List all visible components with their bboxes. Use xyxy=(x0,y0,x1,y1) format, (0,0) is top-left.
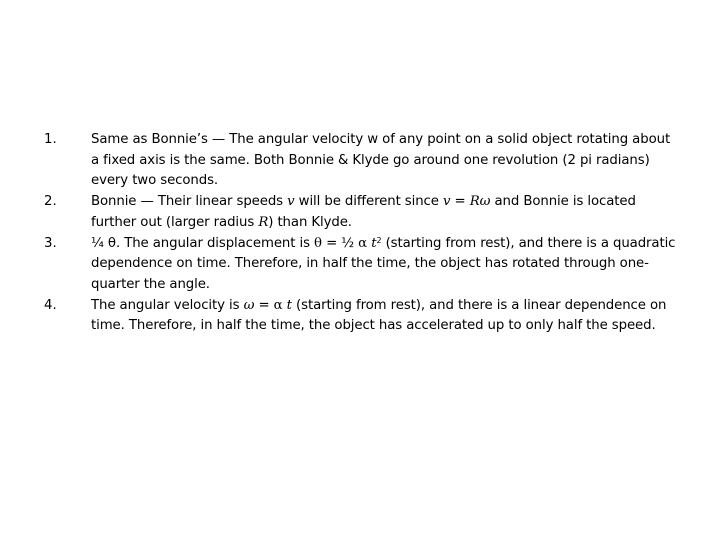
answer-2-text-end: ) than Klyde. xyxy=(268,214,352,230)
answer-2-text-middle: will be different since xyxy=(294,194,443,210)
answer-2-text-radius: and Bonnie is located further out (larger radius xyxy=(91,194,636,230)
formula-alpha: α xyxy=(358,235,368,251)
formula-t: t xyxy=(286,297,292,313)
answer-3-text-end: (starting from rest), and there is a quadratic dependence on time. Therefore, in half the time, the object has rotated through one-quarter the angle. xyxy=(91,235,676,292)
answer-number-4: 4. xyxy=(44,297,57,313)
answer-number-2: 2. xyxy=(44,194,57,210)
answer-4-text-start: The angular velocity is xyxy=(91,297,244,313)
answer-item-1 xyxy=(44,130,684,192)
formula-r: R xyxy=(469,194,480,210)
formula-half: ½ xyxy=(341,235,355,251)
formula-equals: = xyxy=(254,297,274,313)
answer-4-text-end: (starting from rest), and there is a linear dependence on time. Therefore, in half the time, the object has accelerated up to only half the speed. xyxy=(91,297,667,334)
formula-alpha: α xyxy=(273,297,283,313)
answer-list xyxy=(44,130,684,337)
formula-theta: θ xyxy=(314,235,322,251)
answer-item-2 xyxy=(44,192,684,233)
linear-speed-symbol: v xyxy=(287,194,295,210)
radius-symbol: R xyxy=(258,214,269,230)
answer-text-4 xyxy=(91,296,681,337)
answer-text-2 xyxy=(91,192,681,233)
answer-2-text-start: Bonnie — Their linear speeds xyxy=(91,194,288,210)
answer-item-4 xyxy=(44,296,684,337)
answer-text-3 xyxy=(91,234,681,296)
answer-3-text-start: ¼ θ. The angular displacement is xyxy=(91,235,315,251)
formula-omega: ω xyxy=(479,194,491,210)
formula-t: t xyxy=(371,235,377,251)
answer-item-3 xyxy=(44,234,684,296)
answer-number-1: 1. xyxy=(44,132,57,147)
formula-equals: = xyxy=(450,194,470,210)
formula-omega: ω xyxy=(243,297,255,313)
formula-equals: = xyxy=(321,235,342,251)
answer-number-3: 3. xyxy=(44,235,57,251)
formula-v: v xyxy=(442,194,451,210)
answer-text-1: Same as Bonnie’s — The angular velocity w of any point on a solid object rotating about a fixed axis is the same. Both Bonnie & Klyde go around one revolution (2 pi radians) every two seconds. xyxy=(91,132,671,189)
formula-power: 2 xyxy=(376,235,382,245)
